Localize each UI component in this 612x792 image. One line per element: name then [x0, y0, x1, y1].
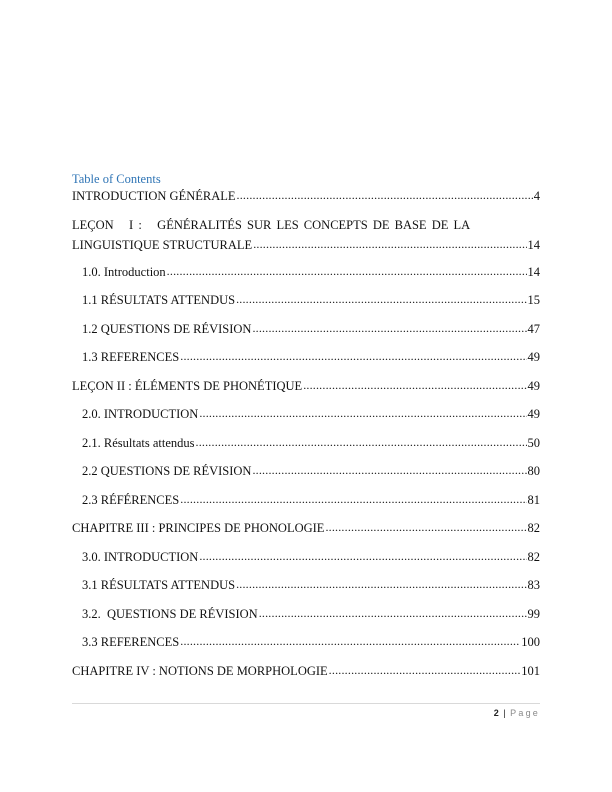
- toc-entry-page: 49: [527, 407, 540, 421]
- toc-entry-label: 1.1 RÉSULTATS ATTENDUS: [82, 293, 236, 307]
- toc-entry-label: CHAPITRE III : PRINCIPES DE PHONOLOGIE: [72, 521, 325, 535]
- toc-leader-dots: [329, 665, 521, 675]
- toc-entry-lecon-1[interactable]: [72, 238, 540, 252]
- toc-leader-dots: [180, 636, 520, 646]
- toc-entry-label: INTRODUCTION GÉNÉRALE: [72, 189, 236, 203]
- toc-entry-label: 3.2. QUESTIONS DE RÉVISION: [82, 607, 258, 621]
- toc-entry-label: 2.3 RÉFÉRENCES: [82, 493, 180, 507]
- toc-entry-3-3-references[interactable]: [82, 635, 540, 649]
- toc-entry-lecon-1-line1[interactable]: LEÇON I : GÉNÉRALITÉS SUR LES CONCEPTS DE BASE DE LA: [72, 218, 471, 232]
- toc-entry-1-3-references[interactable]: [82, 350, 540, 364]
- page-word: Page: [510, 708, 540, 718]
- toc-leader-dots: [199, 551, 526, 561]
- toc-leader-dots: [180, 494, 526, 504]
- toc-entry-label: LEÇON II : ÉLÉMENTS DE PHONÉTIQUE: [72, 379, 303, 393]
- toc-entry-page: 49: [527, 350, 540, 364]
- toc-entry-chapitre-4[interactable]: [72, 664, 540, 678]
- toc-leader-dots: [252, 323, 526, 333]
- toc-entry-3-1-resultats-attendus[interactable]: [82, 578, 540, 592]
- toc-leader-dots: [196, 437, 527, 447]
- toc-entry-3-0-introduction[interactable]: [82, 550, 540, 564]
- toc-entry-3-2-questions-de-revision[interactable]: [82, 607, 540, 621]
- toc-entry-2-0-introduction[interactable]: [82, 407, 540, 421]
- toc-leader-dots: [303, 380, 526, 390]
- toc-entry-page: 14: [527, 238, 540, 252]
- toc-entry-page: 101: [521, 664, 540, 678]
- toc-leader-dots: [252, 465, 526, 475]
- toc-leader-dots: [167, 266, 527, 276]
- toc-entry-page: 99: [527, 607, 540, 621]
- toc-entry-label: LINGUISTIQUE STRUCTURALE: [72, 238, 253, 252]
- toc-entry-lecon-2[interactable]: [72, 379, 540, 393]
- toc-entry-label: CHAPITRE IV : NOTIONS DE MORPHOLOGIE: [72, 664, 328, 678]
- toc-title: Table of Contents: [72, 172, 161, 186]
- toc-entry-1-2-questions-de-revision[interactable]: [82, 322, 540, 336]
- toc-entry-label: 2.0. INTRODUCTION: [82, 407, 199, 421]
- toc-leader-dots: [199, 408, 526, 418]
- toc-leader-dots: [236, 294, 526, 304]
- toc-leader-dots: [180, 351, 526, 361]
- toc-leader-dots: [259, 608, 527, 618]
- toc-entry-page: 82: [527, 521, 540, 535]
- toc-entry-label: 1.3 REFERENCES: [82, 350, 180, 364]
- toc-entry-page: 14: [527, 265, 540, 279]
- toc-entry-chapitre-3[interactable]: [72, 521, 540, 535]
- footer-divider: [72, 703, 540, 704]
- toc-leader-dots: [237, 190, 533, 200]
- toc-entry-introduction-generale[interactable]: [72, 189, 540, 203]
- toc-entry-page: 15: [527, 293, 540, 307]
- toc-entry-2-2-questions-de-revision[interactable]: [82, 464, 540, 478]
- toc-entry-page: 47: [527, 322, 540, 336]
- toc-entry-label: 1.0. Introduction: [82, 265, 166, 279]
- toc-entry-label: 2.1. Résultats attendus: [82, 436, 195, 450]
- toc-entry-page: 81: [527, 493, 540, 507]
- toc-leader-dots: [236, 579, 526, 589]
- toc-leader-dots: [253, 239, 526, 249]
- toc-entry-page: 100: [521, 635, 540, 649]
- toc-entry-page: 4: [533, 189, 540, 203]
- toc-entry-2-3-references[interactable]: [82, 493, 540, 507]
- toc-entry-page: 82: [527, 550, 540, 564]
- toc-entry-label: 3.0. INTRODUCTION: [82, 550, 199, 564]
- toc-entry-1-1-resultats-attendus[interactable]: [82, 293, 540, 307]
- toc-entry-label: 2.2 QUESTIONS DE RÉVISION: [82, 464, 252, 478]
- toc-entry-page: 83: [527, 578, 540, 592]
- toc-entry-label: 3.1 RÉSULTATS ATTENDUS: [82, 578, 236, 592]
- toc-entry-page: 80: [527, 464, 540, 478]
- footer-separator: |: [503, 708, 506, 718]
- page-footer: [494, 707, 540, 719]
- toc-entry-page: 50: [527, 436, 540, 450]
- toc-entry-label: 1.2 QUESTIONS DE RÉVISION: [82, 322, 252, 336]
- toc-entry-1-0-introduction[interactable]: [82, 265, 540, 279]
- toc-entry-2-1-resultats-attendus[interactable]: [82, 436, 540, 450]
- toc-leader-dots: [325, 522, 526, 532]
- toc-entry-label: 3.3 REFERENCES: [82, 635, 180, 649]
- page-number: 2: [493, 708, 499, 718]
- toc-entry-page: 49: [527, 379, 540, 393]
